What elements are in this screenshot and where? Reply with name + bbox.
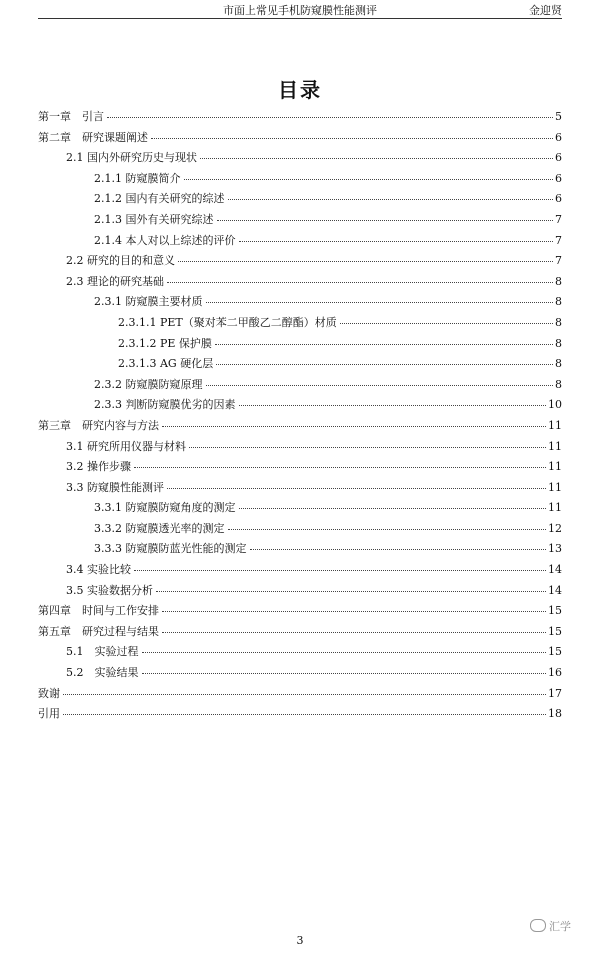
toc-entry-page: 11: [548, 501, 562, 515]
toc-entry-label: 2.1.3 国外有关研究综述: [94, 212, 214, 226]
toc-entry-page: 8: [555, 274, 562, 288]
toc-leader-dots: [228, 199, 554, 200]
toc-entry[interactable]: [38, 170, 562, 191]
toc-leader-dots: [162, 611, 546, 612]
header-author: 金迎贤: [529, 4, 562, 17]
toc-leader-dots: [142, 673, 547, 674]
toc-entry[interactable]: [38, 685, 562, 706]
toc-entry-label: 第三章 研究内容与方法: [38, 418, 159, 432]
toc-entry-label: 第一章 引言: [38, 110, 104, 123]
toc-entry-page: 6: [555, 171, 562, 185]
toc-leader-dots: [206, 385, 554, 386]
toc-entry-label: 致谢: [38, 686, 60, 700]
toc-leader-dots: [206, 302, 554, 303]
toc-entry-page: 6: [555, 192, 562, 206]
toc-entry[interactable]: [38, 499, 562, 520]
toc-leader-dots: [162, 426, 546, 427]
toc-leader-dots: [134, 570, 546, 571]
toc-entry-label: 3.3 防窥膜性能测评: [66, 480, 164, 494]
toc-entry[interactable]: [38, 458, 562, 479]
toc-leader-dots: [107, 117, 553, 118]
toc-leader-dots: [156, 591, 546, 592]
toc-entry-label: 5.2 实验结果: [66, 666, 139, 680]
toc-entry-label: 2.3.3 判断防窥膜优劣的因素: [94, 398, 236, 412]
toc-entry-label: 3.3.3 防窥膜防蓝光性能的测定: [94, 542, 247, 556]
toc-entry[interactable]: [38, 602, 562, 623]
toc-entry[interactable]: [38, 417, 562, 438]
toc-entry-label: 5.1 实验过程: [66, 645, 139, 659]
toc-entry[interactable]: [38, 643, 562, 664]
toc-leader-dots: [340, 323, 553, 324]
toc-leader-dots: [167, 282, 553, 283]
toc-entry-label: 2.3.1.1 PET（聚对苯二甲酸乙二醇酯）材质: [118, 315, 337, 329]
toc-entry-page: 8: [555, 295, 562, 309]
toc-entry-label: 2.3.1.3 AG 硬化层: [118, 357, 214, 371]
toc-entry-page: 15: [548, 645, 562, 659]
toc-leader-dots: [200, 158, 553, 159]
toc-entry[interactable]: [38, 314, 562, 335]
toc-leader-dots: [216, 364, 553, 365]
toc-leader-dots: [134, 467, 546, 468]
toc-leader-dots: [189, 447, 546, 448]
toc-entry-label: 第五章 研究过程与结果: [38, 624, 159, 638]
toc-entry-page: 11: [548, 480, 562, 494]
toc-entry-page: 11: [548, 460, 562, 474]
toc-leader-dots: [217, 220, 554, 221]
toc-entry-page: 17: [548, 686, 562, 700]
toc-entry-page: 15: [548, 604, 562, 618]
toc-entry-label: 2.2 研究的目的和意义: [66, 254, 175, 268]
toc-entry[interactable]: [38, 293, 562, 314]
page-number: 3: [296, 934, 304, 947]
header-doc-title: 市面上常见手机防窥膜性能测评: [223, 4, 377, 17]
toc-leader-dots: [215, 344, 553, 345]
toc-entry-label: 2.1.4 本人对以上综述的评价: [94, 233, 236, 247]
toc-entry-label: 3.3.1 防窥膜防窥角度的测定: [94, 501, 236, 515]
toc-entry-label: 2.3.1.2 PE 保护膜: [118, 336, 212, 350]
toc-entry[interactable]: [38, 705, 562, 726]
toc-entry-page: 14: [548, 583, 562, 597]
toc-entry-label: 引用: [38, 707, 60, 721]
table-of-contents: [38, 108, 562, 726]
toc-entry-page: 11: [548, 439, 562, 453]
toc-entry-page: 15: [548, 624, 562, 638]
watermark-text: 汇学: [549, 920, 571, 933]
toc-entry[interactable]: [38, 190, 562, 211]
toc-entry-label: 2.1 国内外研究历史与现状: [66, 151, 197, 165]
watermark: [530, 918, 571, 934]
toc-entry[interactable]: [38, 211, 562, 232]
toc-entry[interactable]: [38, 149, 562, 170]
toc-entry[interactable]: [38, 376, 562, 397]
toc-entry-page: 7: [555, 254, 562, 268]
toc-entry[interactable]: [38, 335, 562, 356]
toc-entry-label: 第四章 时间与工作安排: [38, 604, 159, 618]
toc-entry-page: 10: [548, 398, 562, 412]
toc-entry-page: 8: [555, 315, 562, 329]
toc-leader-dots: [250, 549, 547, 550]
toc-entry-label: 3.1 研究所用仪器与材料: [66, 439, 186, 453]
toc-leader-dots: [239, 241, 554, 242]
toc-entry[interactable]: [38, 252, 562, 273]
toc-entry-page: 18: [548, 707, 562, 721]
toc-leader-dots: [151, 138, 553, 139]
toc-entry-label: 3.3.2 防窥膜透光率的测定: [94, 521, 225, 535]
toc-entry-page: 5: [555, 110, 562, 123]
toc-entry-page: 8: [555, 377, 562, 391]
toc-entry-label: 3.2 操作步骤: [66, 460, 131, 474]
toc-entry[interactable]: [38, 355, 562, 376]
toc-entry[interactable]: [38, 438, 562, 459]
toc-entry-page: 7: [555, 233, 562, 247]
toc-entry[interactable]: [38, 623, 562, 644]
toc-entry[interactable]: [38, 520, 562, 541]
toc-leader-dots: [184, 179, 554, 180]
toc-entry-page: 6: [555, 130, 562, 144]
toc-entry[interactable]: [38, 540, 562, 561]
toc-entry[interactable]: [38, 479, 562, 500]
toc-entry[interactable]: [38, 232, 562, 253]
toc-entry-page: 8: [555, 336, 562, 350]
toc-entry-page: 8: [555, 357, 562, 371]
toc-entry[interactable]: [38, 273, 562, 294]
toc-entry-label: 2.1.1 防窥膜简介: [94, 171, 181, 185]
toc-entry[interactable]: [38, 582, 562, 603]
toc-entry[interactable]: [38, 129, 562, 150]
toc-leader-dots: [239, 508, 547, 509]
toc-entry-page: 6: [555, 151, 562, 165]
toc-entry-label: 2.3.2 防窥膜防窥原理: [94, 377, 203, 391]
toc-entry-label: 3.5 实验数据分析: [66, 583, 153, 597]
page-header: [38, 0, 562, 19]
toc-leader-dots: [167, 488, 546, 489]
wechat-icon: [530, 919, 546, 932]
toc-entry-page: 12: [548, 521, 562, 535]
toc-entry-page: 11: [548, 418, 562, 432]
toc-entry[interactable]: [38, 664, 562, 685]
page-title: 目录: [278, 78, 322, 102]
toc-entry[interactable]: [38, 561, 562, 582]
toc-leader-dots: [63, 714, 546, 715]
toc-leader-dots: [63, 694, 546, 695]
toc-leader-dots: [239, 405, 547, 406]
toc-leader-dots: [228, 529, 547, 530]
toc-entry-label: 第二章 研究课题阐述: [38, 130, 148, 144]
toc-entry[interactable]: [38, 108, 562, 129]
toc-leader-dots: [178, 261, 553, 262]
toc-entry-page: 13: [548, 542, 562, 556]
toc-entry-label: 2.3.1 防窥膜主要材质: [94, 295, 203, 309]
toc-entry[interactable]: [38, 396, 562, 417]
toc-entry-label: 3.4 实验比较: [66, 563, 131, 577]
toc-entry-page: 14: [548, 563, 562, 577]
toc-entry-page: 7: [555, 212, 562, 226]
toc-entry-label: 2.1.2 国内有关研究的综述: [94, 192, 225, 206]
toc-entry-label: 2.3 理论的研究基础: [66, 274, 164, 288]
toc-entry-page: 16: [548, 666, 562, 680]
toc-leader-dots: [162, 632, 546, 633]
toc-leader-dots: [142, 652, 547, 653]
